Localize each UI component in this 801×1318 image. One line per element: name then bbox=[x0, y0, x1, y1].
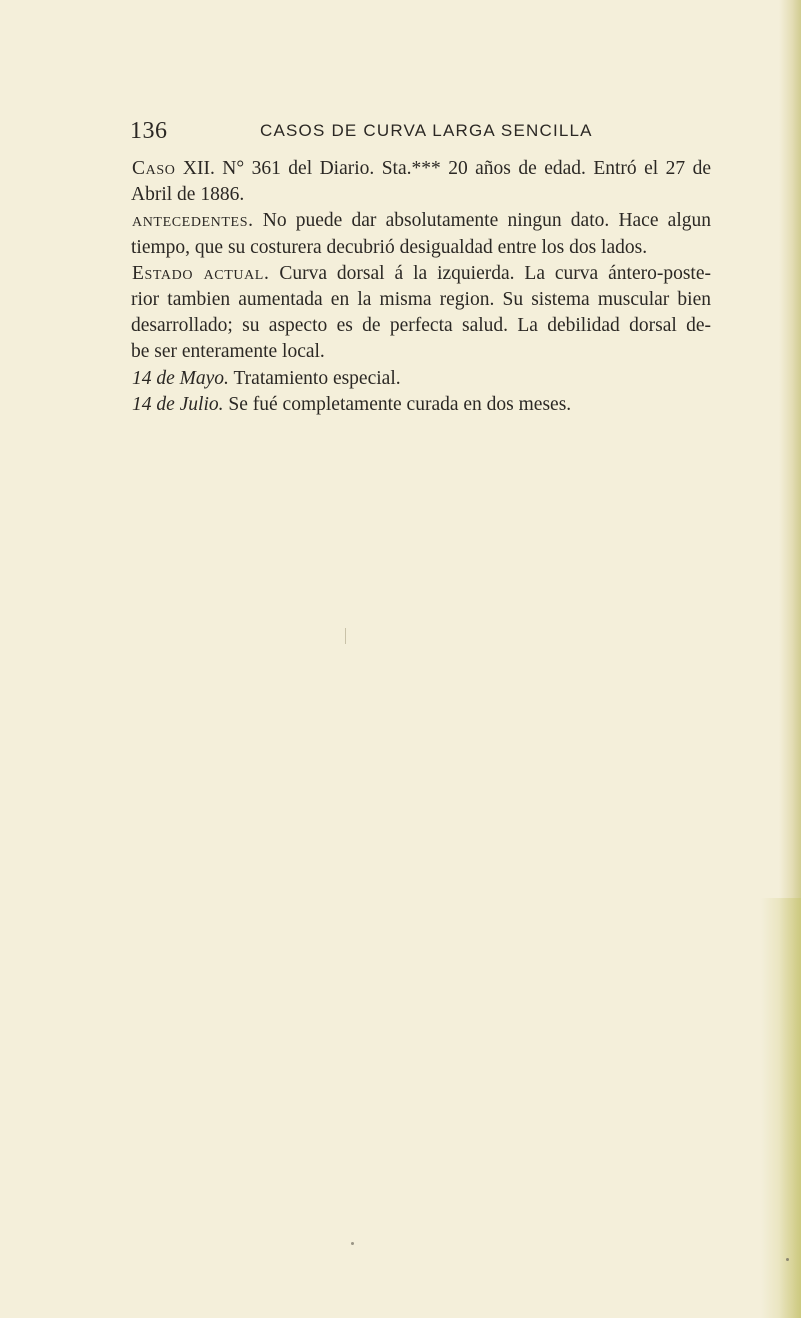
entry-1-date: 14 de Mayo. bbox=[132, 367, 229, 389]
paper-mark bbox=[345, 628, 346, 644]
case-intro-line bbox=[131, 156, 711, 182]
paper-speck-2 bbox=[786, 1258, 789, 1261]
estado-line-3: desarrollado; su aspecto es de perfecta salud. La debilidad dorsal de- bbox=[131, 315, 711, 337]
entry-2-date: 14 de Julio. bbox=[132, 393, 224, 415]
page-number: 136 bbox=[130, 118, 168, 144]
entry-1-text: Tratamiento especial. bbox=[228, 367, 401, 389]
entry-2-text: Se fué completamente curada en dos meses. bbox=[223, 393, 572, 415]
case-intro-text: XII. N° 361 del Diario. Sta.*** 20 años de edad. Entró el 27 de bbox=[175, 158, 711, 179]
antecedentes-line-2: tiempo, que su costurera decubrió desigualdad entre los dos lados. bbox=[131, 236, 648, 258]
estado-line-4: be ser enteramente local. bbox=[131, 341, 325, 363]
running-head bbox=[130, 118, 710, 148]
estado-text: Curva dorsal á la izquierda. La curva ántero-poste- bbox=[269, 262, 711, 284]
entry-line-2 bbox=[131, 392, 711, 418]
estado-label: Estado actual. bbox=[132, 262, 270, 284]
entry-line-1 bbox=[131, 366, 711, 392]
paper-speck bbox=[351, 1242, 354, 1245]
case-intro-line-2: Abril de 1886. bbox=[131, 184, 245, 206]
antecedentes-label: antecedentes. bbox=[132, 210, 254, 232]
antecedentes-text: No puede dar absolutamente ningun dato. Hace algun bbox=[253, 210, 711, 232]
estado-line bbox=[131, 261, 711, 287]
running-title: CASOS DE CURVA LARGA SENCILLA bbox=[260, 121, 593, 140]
case-text-block bbox=[131, 156, 711, 418]
estado-line-2: rior tambien aumentada en la misma region. Su sistema muscular bien bbox=[131, 289, 711, 311]
page-edge-stain bbox=[761, 898, 801, 1318]
antecedentes-line bbox=[131, 208, 711, 234]
case-label: Caso bbox=[132, 158, 176, 179]
